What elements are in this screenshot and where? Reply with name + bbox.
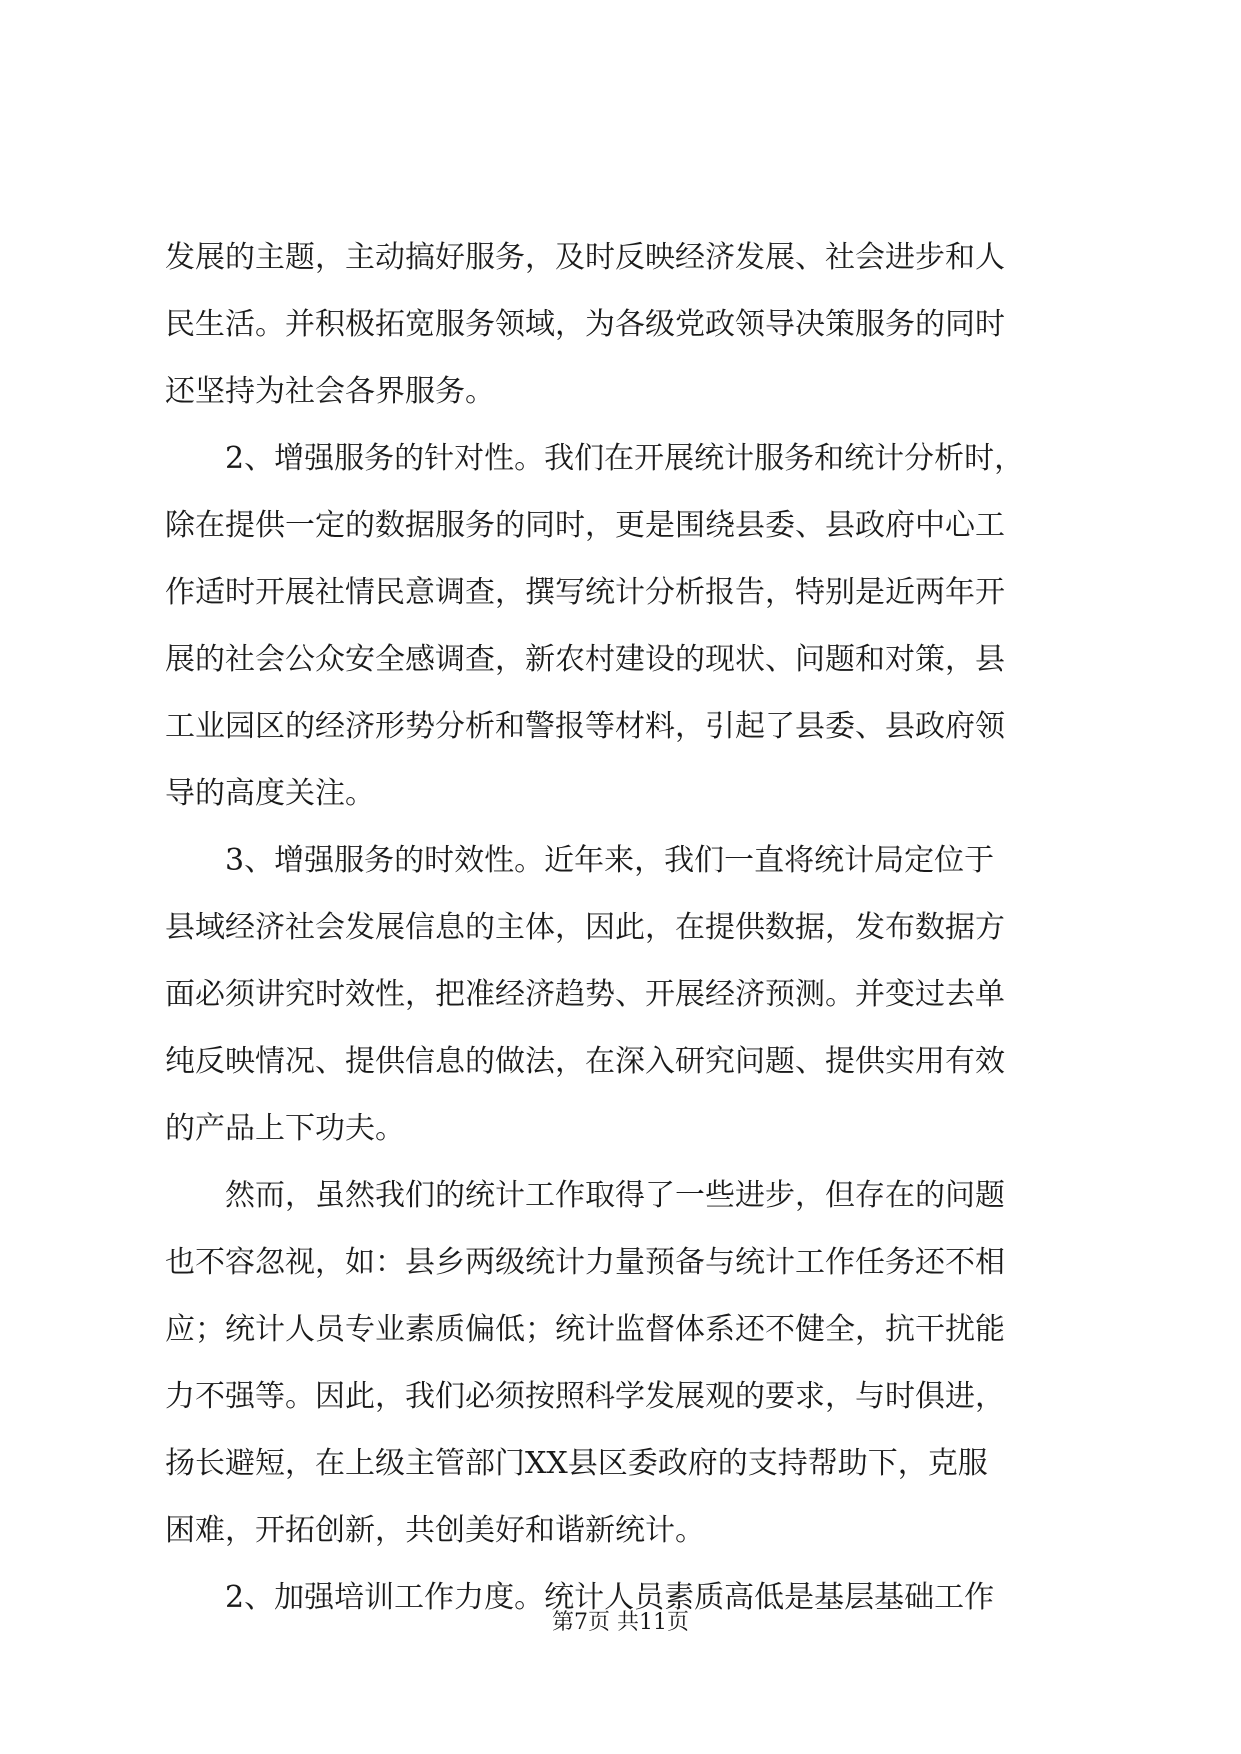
text-line: 力不强等。因此，我们必须按照科学发展观的要求，与时俱进， (165, 1379, 1005, 1414)
text-line: 然而，虽然我们的统计工作取得了一些进步，但存在的问题 (165, 1178, 1005, 1213)
text-line: 面必须讲究时效性，把准经济趋势、开展经济预测。并变过去单 (165, 977, 1005, 1012)
text-line: 作适时开展社情民意调查，撰写统计分析报告，特别是近两年开 (165, 575, 1005, 610)
text-line: 发展的主题，主动搞好服务，及时反映经济发展、社会进步和人 (165, 240, 1005, 275)
text-line: 困难，开拓创新，共创美好和谐新统计。 (165, 1513, 705, 1548)
text-line: 也不容忽视，如：县乡两级统计力量预备与统计工作任务还不相 (165, 1245, 1005, 1280)
text-line: 3、增强服务的时效性。近年来，我们一直将统计局定位于 (165, 843, 995, 878)
text-line: 工业园区的经济形势分析和警报等材料，引起了县委、县政府领 (165, 709, 1005, 744)
text-line: 纯反映情况、提供信息的做法，在深入研究问题、提供实用有效 (165, 1044, 1005, 1079)
text-line: 民生活。并积极拓宽服务领域，为各级党政领导决策服务的同时 (165, 307, 1005, 342)
page-number-footer: 第7页 共11页 (552, 1610, 689, 1635)
text-line: 县域经济社会发展信息的主体，因此，在提供数据，发布数据方 (165, 910, 1005, 945)
document-body (165, 224, 1077, 1631)
text-line: 应；统计人员专业素质偏低；统计监督体系还不健全，抗干扰能 (165, 1312, 1005, 1347)
text-line: 展的社会公众安全感调查，新农村建设的现状、问题和对策，县 (165, 642, 1005, 677)
text-line: 2、加强培训工作力度。统计人员素质高低是基层基础工作 (165, 1580, 995, 1615)
text-line: 的产品上下功夫。 (165, 1111, 405, 1146)
text-line: 除在提供一定的数据服务的同时，更是围绕县委、县政府中心工 (165, 508, 1005, 543)
text-line: 扬长避短，在上级主管部门XX县区委政府的支持帮助下，克服 (165, 1446, 988, 1481)
text-line: 2、增强服务的针对性。我们在开展统计服务和统计分析时， (165, 441, 1025, 476)
text-line: 导的高度关注。 (165, 776, 375, 811)
text-line: 还坚持为社会各界服务。 (165, 374, 495, 409)
